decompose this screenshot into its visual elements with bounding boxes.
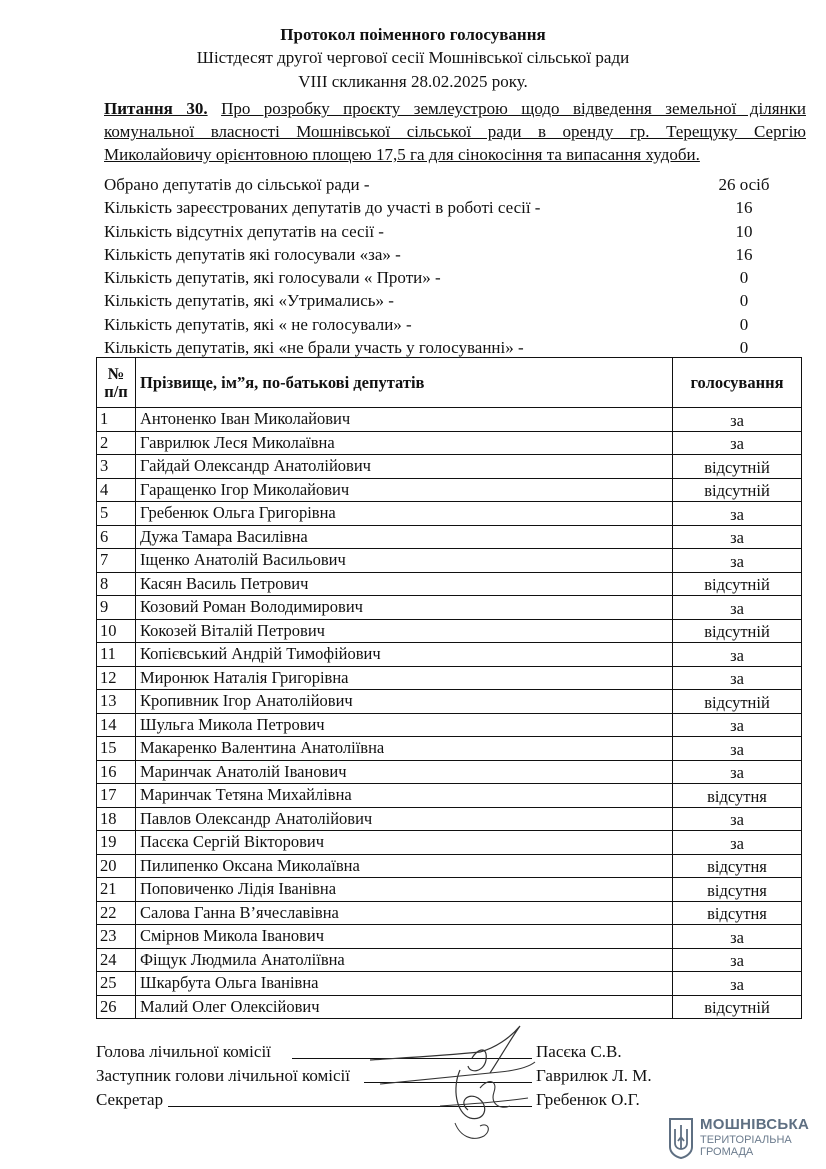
row-number: 15 <box>97 737 136 761</box>
table-row <box>97 901 802 925</box>
table-row <box>97 972 802 996</box>
stat-value: 16 <box>735 244 753 264</box>
deputy-name: Дужа Тамара Василівна <box>136 525 673 549</box>
stat-row <box>104 196 806 219</box>
vote-result: відсутній <box>673 478 802 502</box>
table-row <box>97 596 802 620</box>
signature-role: Голова лічильної комісії <box>96 1042 271 1061</box>
vote-result: відсутня <box>673 784 802 808</box>
table-body <box>97 408 802 1019</box>
row-number: 24 <box>97 948 136 972</box>
deputy-name: Макаренко Валентина Анатоліївна <box>136 737 673 761</box>
stat-value: 0 <box>739 338 749 358</box>
deputy-name: Іщенко Анатолій Васильович <box>136 549 673 573</box>
table-row <box>97 784 802 808</box>
logo-subtitle-line2: ГРОМАДА <box>700 1146 754 1158</box>
stat-value: 16 <box>735 198 753 218</box>
deputy-name: Поповиченко Лідія Іванівна <box>136 878 673 902</box>
row-number: 14 <box>97 713 136 737</box>
stat-label: Кількість депутатів, які « не голосували» - <box>104 314 412 334</box>
stat-value: 26 осіб <box>718 175 770 194</box>
column-header-name: Прізвище, ім”я, по-батькові депутатів <box>136 358 673 408</box>
deputy-name: Пилипенко Оксана Миколаївна <box>136 854 673 878</box>
row-number: 7 <box>97 549 136 573</box>
row-number: 2 <box>97 431 136 455</box>
table-row <box>97 525 802 549</box>
signature-name: Пасєка С.В. <box>536 1042 622 1061</box>
deputy-name: Фіщук Людмила Анатоліївна <box>136 948 673 972</box>
table-row <box>97 713 802 737</box>
agenda-question <box>104 97 806 166</box>
deputy-name: Гребенюк Ольга Григорівна <box>136 502 673 526</box>
vote-result: відсутній <box>673 455 802 479</box>
vote-result: за <box>673 431 802 455</box>
table-row <box>97 831 802 855</box>
deputy-name: Гайдай Олександр Анатолійович <box>136 455 673 479</box>
stat-row <box>104 313 806 336</box>
row-number: 6 <box>97 525 136 549</box>
row-number: 13 <box>97 690 136 714</box>
document-subtitle-session: Шістдесят другої чергової сесії Мошнівської сільської ради <box>196 48 630 67</box>
row-number: 25 <box>97 972 136 996</box>
deputy-name: Шульга Микола Петрович <box>136 713 673 737</box>
stat-label: Кількість депутатів які голосували «за» - <box>104 244 401 264</box>
table-row <box>97 925 802 949</box>
vote-result: за <box>673 807 802 831</box>
stat-label: Кількість депутатів, які голосували « Проти» - <box>104 268 441 288</box>
stat-label: Кількість відсутніх депутатів на сесії - <box>104 221 384 241</box>
column-header-number <box>97 358 136 408</box>
vote-result: за <box>673 737 802 761</box>
table-row <box>97 478 802 502</box>
row-number: 3 <box>97 455 136 479</box>
logo-subtitle-line1: ТЕРИТОРІАЛЬНА <box>700 1134 792 1146</box>
vote-result: за <box>673 666 802 690</box>
column-header-number-line1: № <box>107 363 125 383</box>
table-row <box>97 619 802 643</box>
document-subtitle-convocation: VIII скликання 28.02.2025 року. <box>298 72 528 91</box>
table-row <box>97 760 802 784</box>
table-row <box>97 807 802 831</box>
row-number: 8 <box>97 572 136 596</box>
vote-result: відсутній <box>673 572 802 596</box>
vote-result: за <box>673 643 802 667</box>
row-number: 26 <box>97 995 136 1019</box>
table-row <box>97 690 802 714</box>
signature-name: Гребенюк О.Г. <box>536 1090 640 1109</box>
stat-label: Кількість депутатів, які «Утримались» - <box>104 291 394 311</box>
stat-row <box>104 336 806 359</box>
vote-result: відсутня <box>673 854 802 878</box>
row-number: 18 <box>97 807 136 831</box>
question-text: Про розробку проєкту землеустрою щодо відведення земельної ділянки комунальної власності Мошнівської сільської ради в оренду гр. Терещуку Сергію Миколайовичу орієнтовною площею 17,5 га для сінокосіння та випасання худоби. <box>104 99 806 164</box>
vote-result: відсутній <box>673 619 802 643</box>
vote-result: за <box>673 713 802 737</box>
column-header-vote: голосування <box>673 358 802 408</box>
row-number: 1 <box>97 408 136 432</box>
table-row <box>97 737 802 761</box>
deputy-name: Маринчак Анатолій Іванович <box>136 760 673 784</box>
deputy-name: Павлов Олександр Анатолійович <box>136 807 673 831</box>
row-number: 12 <box>97 666 136 690</box>
table-row <box>97 643 802 667</box>
vote-statistics <box>104 173 806 359</box>
signature-role: Заступник голови лічильної комісії <box>96 1066 351 1085</box>
question-number: Питання 30. <box>104 99 208 118</box>
deputy-name: Смірнов Микола Іванович <box>136 925 673 949</box>
deputy-name: Пасєка Сергій Вікторович <box>136 831 673 855</box>
vote-result: за <box>673 925 802 949</box>
vote-result: відсутня <box>673 878 802 902</box>
signature-role: Секретар <box>96 1090 164 1109</box>
roll-call-table <box>96 357 802 1019</box>
vote-result: за <box>673 972 802 996</box>
document-title: Протокол поіменного голосування <box>280 25 546 44</box>
deputy-name: Маринчак Тетяна Михайлівна <box>136 784 673 808</box>
table-row <box>97 878 802 902</box>
vote-result: відсутня <box>673 901 802 925</box>
stat-label: Кількість зареєстрованих депутатів до участі в роботі сесії - <box>104 198 541 218</box>
stat-value: 0 <box>739 268 749 288</box>
table-row <box>97 572 802 596</box>
row-number: 17 <box>97 784 136 808</box>
table-row <box>97 431 802 455</box>
document-header <box>0 24 826 94</box>
stat-label: Обрано депутатів до сільської ради - <box>104 175 370 194</box>
vote-result: відсутній <box>673 995 802 1019</box>
table-row <box>97 549 802 573</box>
stat-value: 10 <box>735 221 753 241</box>
table-row <box>97 455 802 479</box>
deputy-name: Салова Ганна В’ячеславівна <box>136 901 673 925</box>
vote-result: за <box>673 549 802 573</box>
table-row <box>97 502 802 526</box>
table-row <box>97 995 802 1019</box>
table-header-row <box>97 358 802 408</box>
stat-value: 0 <box>739 291 749 311</box>
vote-result: за <box>673 525 802 549</box>
stat-row <box>104 220 806 243</box>
deputy-name: Копієвський Андрій Тимофійович <box>136 643 673 667</box>
stat-value: 0 <box>739 314 749 334</box>
deputy-name: Касян Василь Петрович <box>136 572 673 596</box>
vote-result: за <box>673 831 802 855</box>
table-row <box>97 408 802 432</box>
vote-result: за <box>673 596 802 620</box>
stat-row <box>104 173 806 196</box>
table-row <box>97 948 802 972</box>
community-logo <box>668 1113 818 1161</box>
deputy-name: Миронюк Наталія Григорівна <box>136 666 673 690</box>
deputy-name: Малий Олег Олексійович <box>136 995 673 1019</box>
stat-row <box>104 289 806 312</box>
row-number: 4 <box>97 478 136 502</box>
stat-row <box>104 243 806 266</box>
row-number: 16 <box>97 760 136 784</box>
deputy-name: Гаращенко Ігор Миколайович <box>136 478 673 502</box>
row-number: 23 <box>97 925 136 949</box>
logo-subtitle <box>700 1134 792 1158</box>
vote-result: за <box>673 948 802 972</box>
handwritten-signatures <box>360 1018 550 1148</box>
row-number: 22 <box>97 901 136 925</box>
stat-row <box>104 266 806 289</box>
vote-result: за <box>673 408 802 432</box>
row-number: 21 <box>97 878 136 902</box>
vote-result: за <box>673 760 802 784</box>
deputy-name: Антоненко Іван Миколайович <box>136 408 673 432</box>
deputy-name: Кропивник Ігор Анатолійович <box>136 690 673 714</box>
logo-title: МОШНІВСЬКА <box>700 1116 810 1133</box>
deputy-name: Шкарбута Ольга Іванівна <box>136 972 673 996</box>
signature-name: Гаврилюк Л. М. <box>536 1066 652 1085</box>
row-number: 10 <box>97 619 136 643</box>
table-row <box>97 854 802 878</box>
trident-emblem-icon <box>668 1117 694 1159</box>
row-number: 9 <box>97 596 136 620</box>
stat-label: Кількість депутатів, які «не брали участь у голосуванні» - <box>104 338 524 358</box>
row-number: 11 <box>97 643 136 667</box>
row-number: 19 <box>97 831 136 855</box>
row-number: 20 <box>97 854 136 878</box>
vote-result: за <box>673 502 802 526</box>
row-number: 5 <box>97 502 136 526</box>
vote-result: відсутній <box>673 690 802 714</box>
deputy-name: Кокозей Віталій Петрович <box>136 619 673 643</box>
deputy-name: Козовий Роман Володимирович <box>136 596 673 620</box>
table-row <box>97 666 802 690</box>
column-header-number-line2: п/п <box>104 381 128 401</box>
deputy-name: Гаврилюк Леся Миколаївна <box>136 431 673 455</box>
